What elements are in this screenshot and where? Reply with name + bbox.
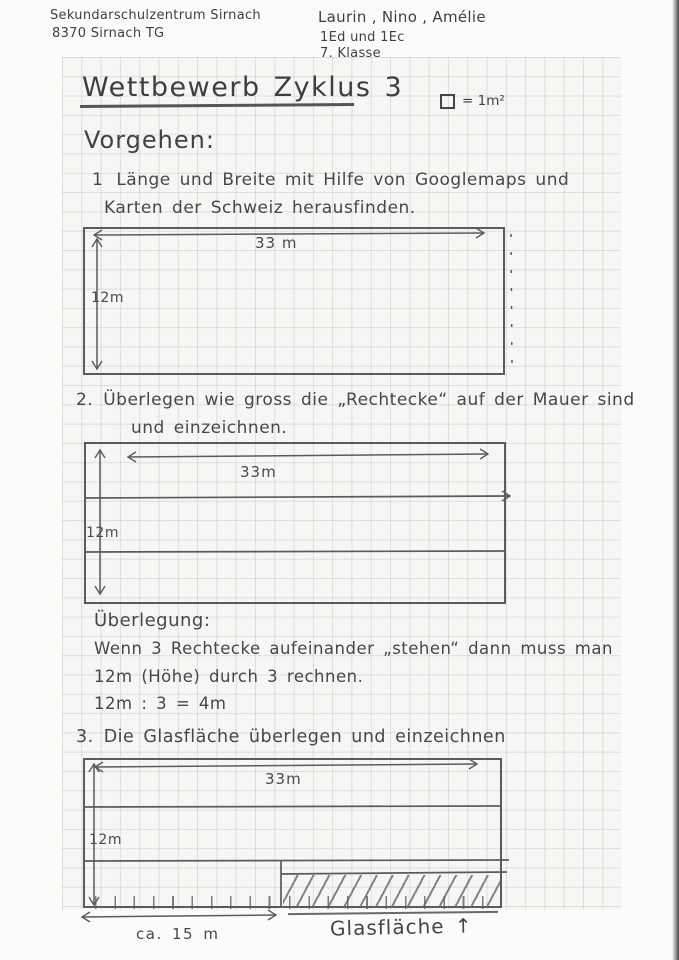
consideration-heading: Überlegung: bbox=[94, 610, 211, 631]
step1-text1: Länge und Breite mit Hilfe von Googlemaps und bbox=[116, 170, 570, 190]
step1-line2: Karten der Schweiz herausfinden. bbox=[104, 198, 416, 218]
consideration-line2: 12m (Höhe) durch 3 rechnen. bbox=[94, 667, 364, 686]
school-name: Sekundarschulzentrum Sirnach bbox=[50, 8, 261, 23]
glass-area-label: Glasfläche ↑ bbox=[329, 913, 473, 941]
scan-edge-shadow bbox=[672, 0, 679, 960]
measure-arrow-line bbox=[82, 915, 276, 917]
step2-text1: Überlegen wie gross die „Rechtecke“ auf der Mauer sind bbox=[103, 390, 635, 410]
diagram1-width-label: 33 m bbox=[255, 234, 298, 252]
diagram2-width-label: 33m bbox=[240, 463, 277, 481]
consideration-line1: Wenn 3 Rechtecke aufeinander „stehen“ dann muss man bbox=[94, 639, 613, 658]
step2-line1 bbox=[76, 390, 635, 410]
page-title: Wettbewerb Zyklus 3 bbox=[82, 72, 404, 103]
wall-diagram-2-drawing bbox=[80, 441, 530, 607]
wall-diagram-1 bbox=[80, 226, 530, 380]
diagram3-width-label: 33m bbox=[265, 770, 302, 788]
step3-line bbox=[76, 727, 506, 747]
wall-outline bbox=[85, 443, 505, 603]
diagram1-height-label: 12m bbox=[91, 290, 124, 306]
step3-number: 3. bbox=[76, 727, 94, 747]
diagram2-height-label: 12m bbox=[86, 525, 119, 541]
step2-number: 2. bbox=[76, 390, 94, 410]
row-divider-line-1 bbox=[85, 496, 510, 498]
diagram3-height-label: 12m bbox=[89, 832, 122, 848]
ruler-ticks-right bbox=[289, 896, 495, 909]
dashed-reference-line bbox=[511, 234, 512, 372]
step1-number: 1 bbox=[92, 170, 104, 190]
step2-line2: und einzeichnen. bbox=[131, 418, 288, 438]
consideration-calculation: 12m : 3 = 4m bbox=[94, 694, 227, 713]
wall-diagram-2 bbox=[80, 441, 530, 607]
unit-square-icon bbox=[440, 94, 455, 109]
bottom-measure-arrow bbox=[76, 908, 286, 926]
row-divider-line-2 bbox=[84, 860, 509, 861]
width-arrow bbox=[95, 764, 477, 767]
school-address: 8370 Sirnach TG bbox=[52, 26, 165, 41]
glass-area-top-edge bbox=[281, 872, 507, 874]
width-arrow bbox=[128, 454, 488, 457]
step3-text: Die Glasfläche überlegen und einzeichnen bbox=[103, 727, 506, 747]
author-grade: 7. Klasse bbox=[320, 46, 381, 61]
bottom-measure bbox=[76, 908, 286, 926]
bottom-measure-label: ca. 15 m bbox=[136, 925, 220, 943]
wall-diagram-1-drawing bbox=[80, 226, 530, 380]
scale-legend bbox=[440, 93, 505, 109]
step1-line1 bbox=[92, 170, 569, 190]
scale-legend-label: = 1m² bbox=[462, 93, 505, 109]
row-divider-line-2 bbox=[85, 551, 505, 552]
author-classes: 1Ed und 1Ec bbox=[320, 30, 405, 45]
row-divider-line-1 bbox=[84, 806, 501, 807]
author-names: Laurin , Nino , Amélie bbox=[318, 8, 486, 26]
section-heading: Vorgehen: bbox=[84, 126, 215, 154]
